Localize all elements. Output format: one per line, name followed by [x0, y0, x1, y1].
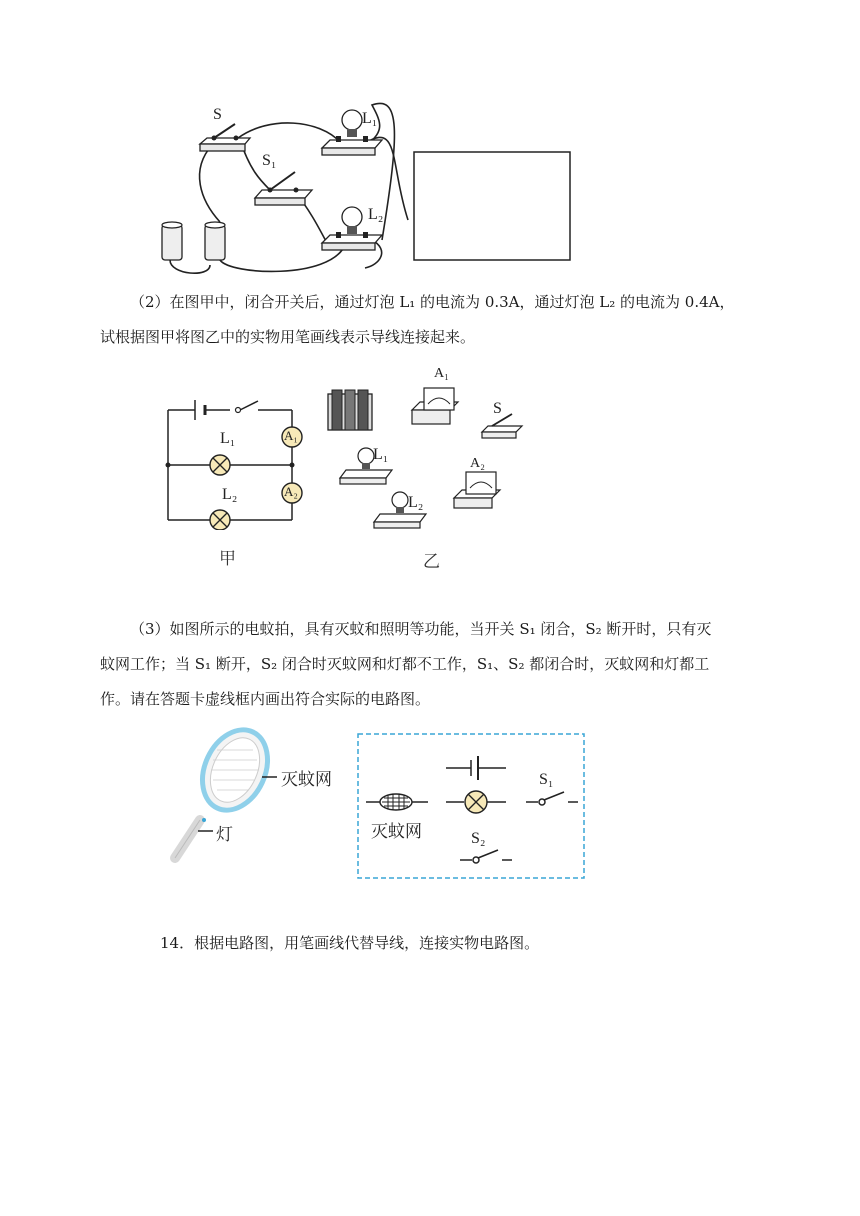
component-label-s: S [493, 400, 502, 417]
dashed-answer-box [356, 732, 588, 880]
ammeter-a2 [454, 472, 500, 508]
label-l2: L₂ [368, 206, 384, 223]
racket-label-lamp: 灯 [216, 825, 233, 845]
caption-yi: 乙 [423, 552, 440, 572]
question-3-line-3: 作。请在答题卡虚线框内画出符合实际的电路图。 [100, 690, 431, 708]
question-3-line-1: （3）如图所示的电蚊拍，具有灭蚊和照明等功能，当开关 S₁ 闭合，S₂ 断开时，只有灭 [130, 620, 712, 638]
label-s: S [213, 106, 222, 123]
component-label-a2: A₂ [470, 456, 485, 471]
question-14-text: 14．根据电路图，用笔画线代替导线，连接实物电路图。 [160, 934, 540, 952]
question-2 [100, 285, 740, 355]
component-label-l1: L₁ [373, 446, 389, 463]
question-2-line-1: （2）在图甲中，闭合开关后，通过灯泡 L₁ 的电流为 0.3A，通过灯泡 L₂ 的电流为 0.4A， [130, 293, 735, 311]
racket-label-net: 灭蚊网 [281, 770, 332, 790]
box-label-s1: S₁ [539, 771, 554, 788]
mosquito-racket-figure [165, 720, 345, 870]
lamp-symbol-l2 [210, 510, 230, 530]
switch-s-component [482, 414, 522, 438]
lamp-symbol [446, 791, 506, 813]
switch-s1-symbol [526, 792, 578, 805]
net-symbol [366, 794, 428, 810]
components-figure-yi [320, 380, 540, 540]
question-3-line-2: 蚊网工作；当 S₁ 断开，S₂ 闭合时灭蚊网和灯都不工作，S₁、S₂ 都闭合时，灭蚊网和灯都工 [100, 655, 710, 673]
component-label-a1: A₁ [434, 366, 449, 381]
battery-box [328, 390, 372, 430]
label-s1: S₁ [262, 152, 277, 169]
question-14 [160, 926, 770, 961]
label-l1: L₁ [362, 110, 378, 127]
schematic-label-a1: A₁ [284, 428, 298, 443]
switch-s2-symbol [460, 850, 512, 863]
schematic-label-l1: L₁ [220, 430, 236, 447]
box-label-s2: S₂ [471, 830, 486, 847]
ammeter-a1 [412, 388, 458, 424]
battery-pair [162, 222, 225, 260]
question-2-line-2: 试根据图甲将图乙中的实物用笔画线表示导线连接起来。 [100, 328, 476, 346]
battery-symbol [446, 756, 506, 780]
box-label-net: 灭蚊网 [371, 822, 422, 842]
answer-box [414, 152, 570, 260]
switch-s [200, 124, 250, 151]
switch-s1 [255, 172, 312, 205]
schematic-label-l2: L₂ [222, 486, 238, 503]
schematic-label-a2: A₂ [284, 484, 298, 499]
question-3 [100, 612, 740, 717]
lamp-symbol-l1 [210, 455, 230, 475]
schematic-figure-jia [160, 395, 310, 530]
component-label-l2: L₂ [408, 494, 424, 511]
caption-jia: 甲 [219, 549, 236, 569]
